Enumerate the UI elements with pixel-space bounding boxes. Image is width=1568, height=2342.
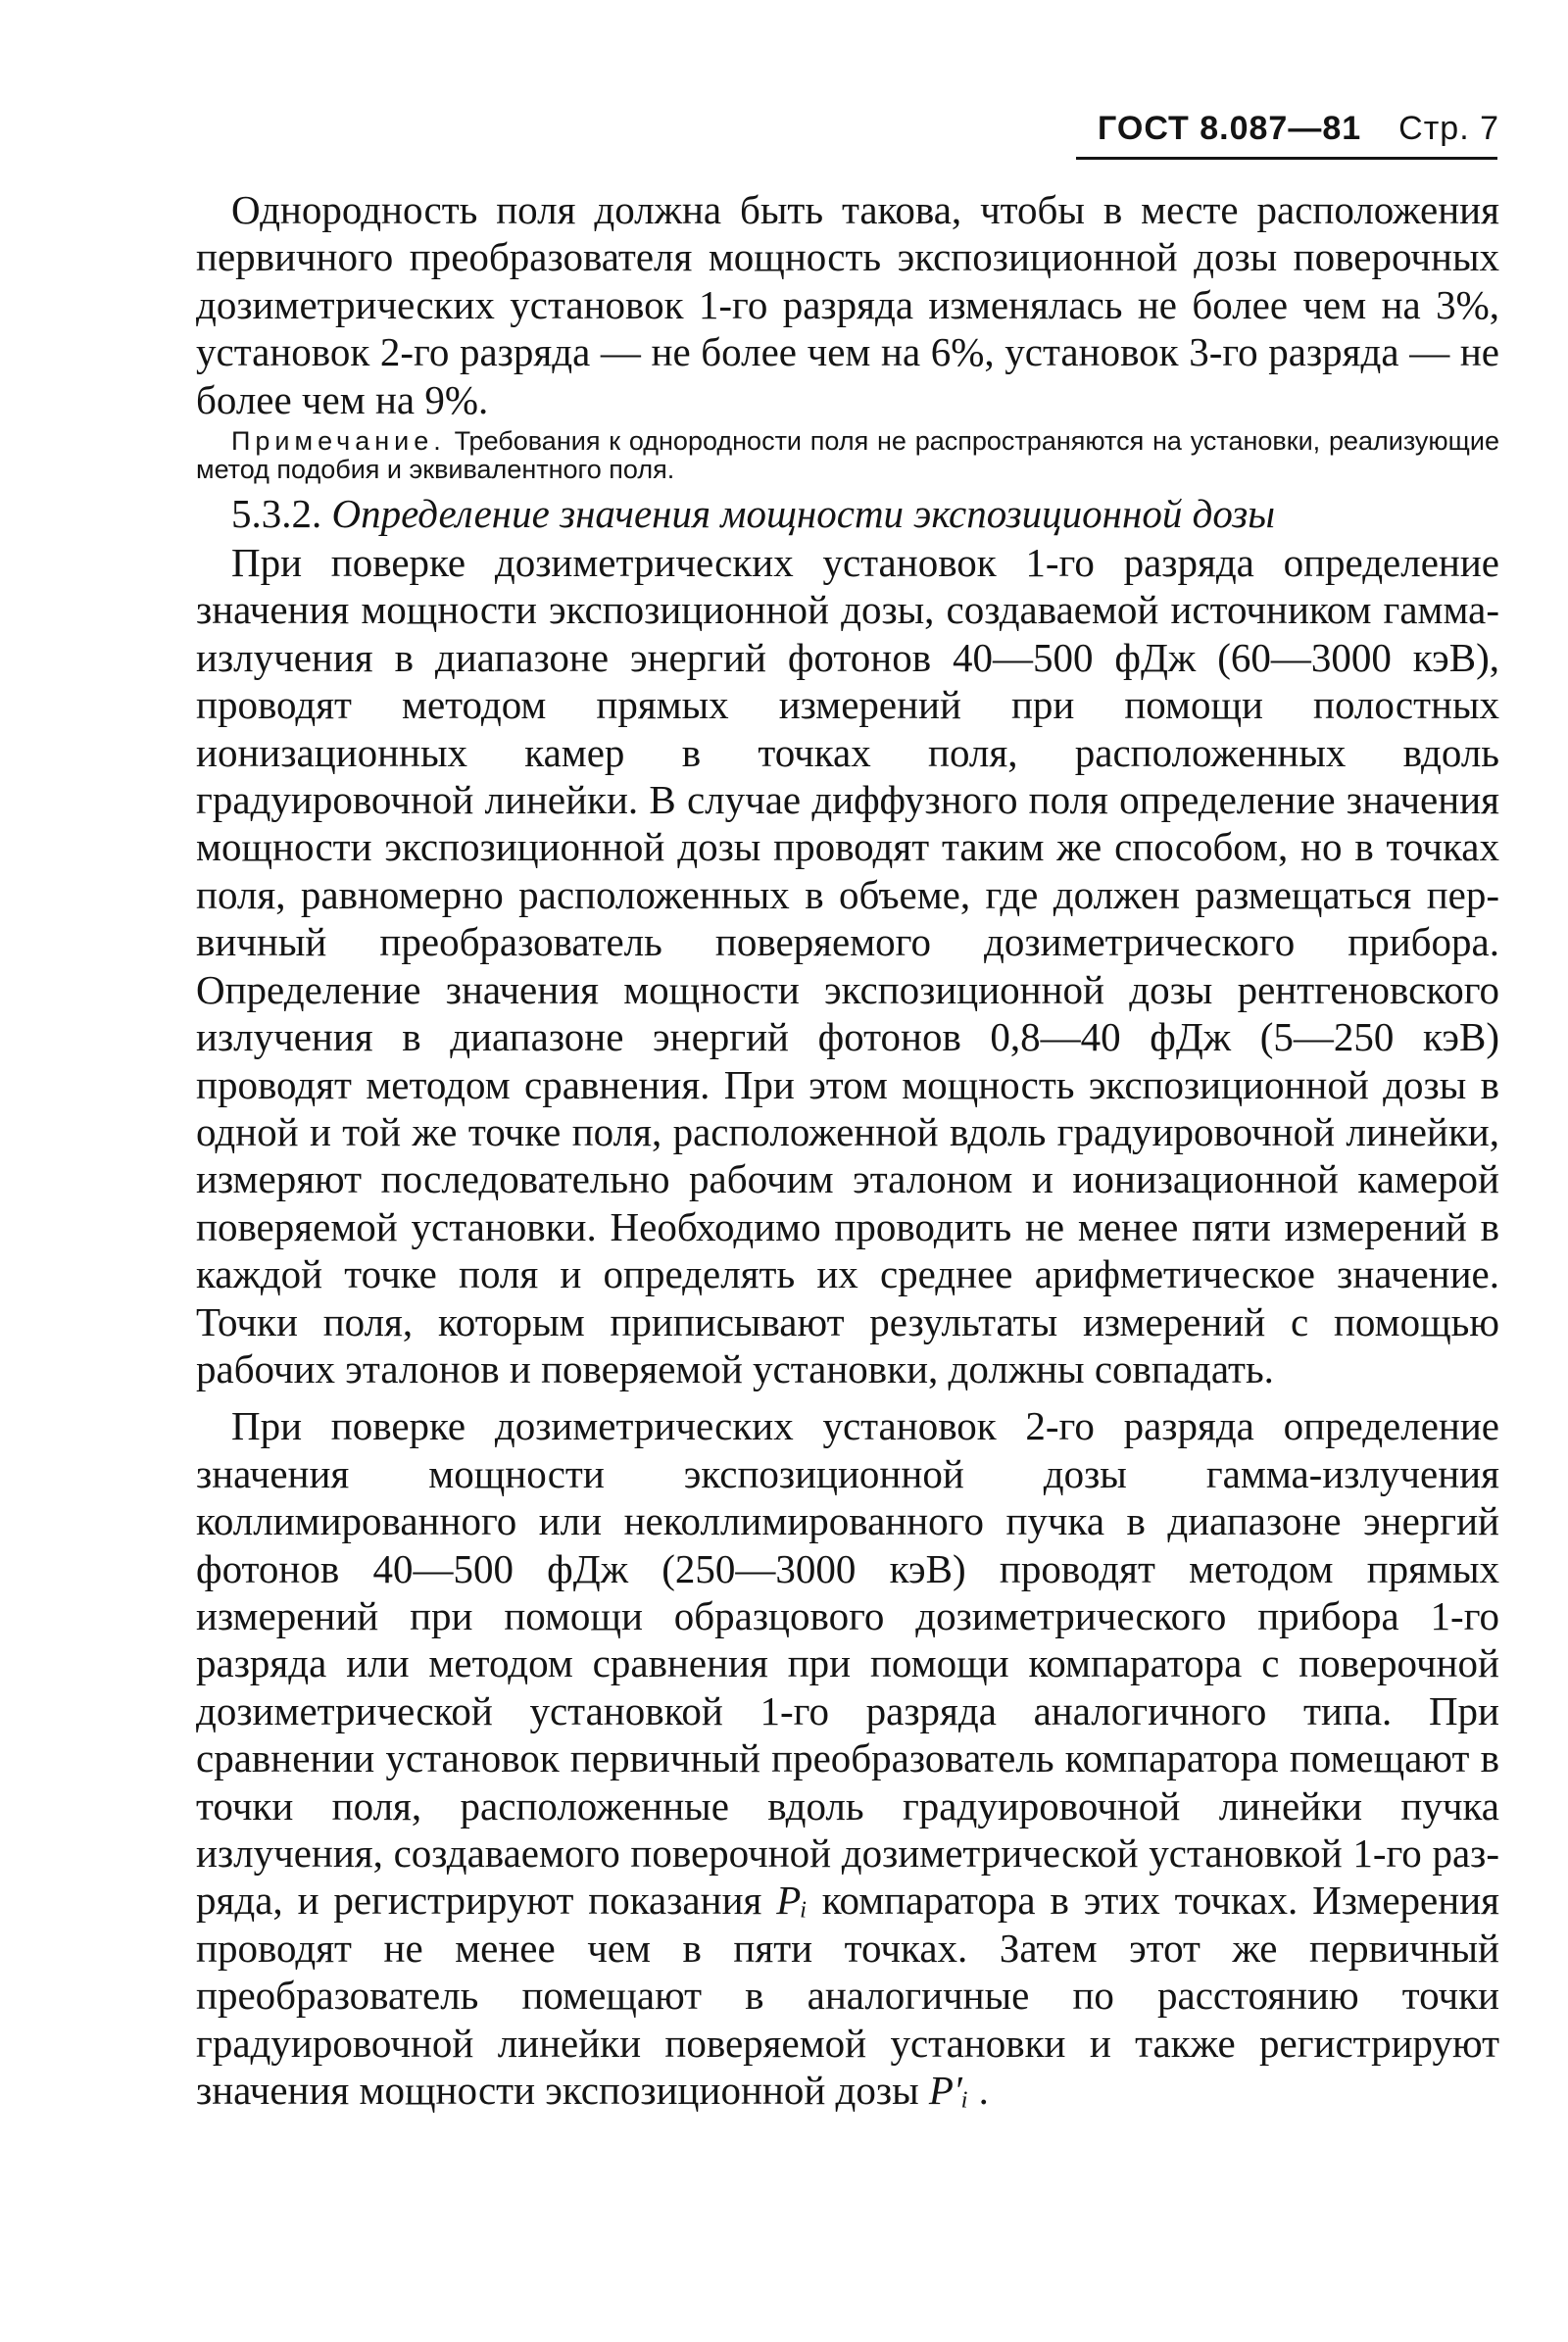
section-heading <box>196 490 1499 537</box>
header-rule <box>1076 157 1497 160</box>
paragraph-second-class-part1: При поверке дозиметрических установок 2-го разряда определение значения мощности экспозиционной дозы гамма-излучения коллимированного или неколлимированного пучка в диапазоне энергий фотонов 40—500 фДж (250—3000 кэВ) проводят методом прямых измерений при помощи образцового дозиметрического прибора 1-го разряда или методом сравнения при помощи компаратора с поверочной дозиметрической установкой 1-го разряда аналогичного типа. При сравнении установок первичный преобразователь компаратора помещают в точки поля, расположенные вдоль градуировочной линейки пучка излучения, создаваемого поверочной дозиметрической установкой 1-го разряда, и регистрируют показания <box>196 1403 1499 1924</box>
document-body <box>196 186 1499 2114</box>
paragraph-second-class-part2: компаратора в этих точках. Измерения проводят не менее чем в пяти точках. Затем этот же первичный преобразователь помещают в аналогичные по расстоянию точки градуировочной линейки поверяемой установки и также регистрируют значения мощности экспозиционной дозы <box>196 1878 1499 2114</box>
symbol-p-i-prime: P′ᵢ <box>928 2068 969 2114</box>
note-text: Требования к однородности поля не распространяются на установки, реализующие метод подобия и эквивалентного поля. <box>196 426 1499 485</box>
note <box>196 427 1499 484</box>
paragraph-second-class-end: . <box>978 2068 989 2114</box>
paragraph-second-class <box>196 1402 1499 2114</box>
page-header <box>1098 110 1499 148</box>
symbol-p-i: Pᵢ <box>776 1878 808 1924</box>
standard-number: ГОСТ 8.087—81 <box>1098 110 1362 147</box>
paragraph-first-class: При поверке дозиметрических установок 1-го разряда определение значения мощности экспозиционной дозы, создаваемой источником гамма-излучения в диапазоне энергий фотонов 40—500 фДж (60—3000 кэВ), проводят методом прямых измерений при помощи полостных ионизационных камер в точках поля, расположенных вдоль градуировочной линейки. В случае диффузного поля определение значения мощности экспозиционной дозы проводят таким же способом, но в точках поля, равномерно расположенных в объеме, где должен размещаться первичный преобразователь поверяемого дозиметрического прибора. Определение значения мощности экспозиционной дозы рентгеновского излучения в диапазоне энергий фотонов 0,8—40 фДж (5—250 кэВ) проводят методом сравнения. При этом мощность экспозиционной дозы в одной и той же точке поля, расположенной вдоль градуировочной линейки, измеряют последовательно рабочим эталоном и ионизационной камерой поверяемой установки. Необходимо проводить не менее пяти измерений в каждой точке поля и определять их среднее арифметическое значение. Точки поля, которым приписывают результаты измерений с помощью рабочих эталонов и поверяемой установки, должны совпадать. <box>196 540 1499 1391</box>
page-number: Стр. 7 <box>1398 110 1499 147</box>
note-label: Примечание. <box>231 426 446 457</box>
section-number: 5.3.2. <box>231 491 322 537</box>
section-title: Определение значения мощности экспозиционной дозы <box>331 491 1276 537</box>
paragraph-field-uniformity: Однородность поля должна быть такова, чтобы в месте расположения первичного преобразователя мощность экспозиционной дозы поверочных дозиметрических установок 1-го разряда изменялась не более чем на 3%, установок 2-го разряда — не более чем на 6%, установок 3-го разряда — не более чем на 9%. <box>196 187 1499 422</box>
